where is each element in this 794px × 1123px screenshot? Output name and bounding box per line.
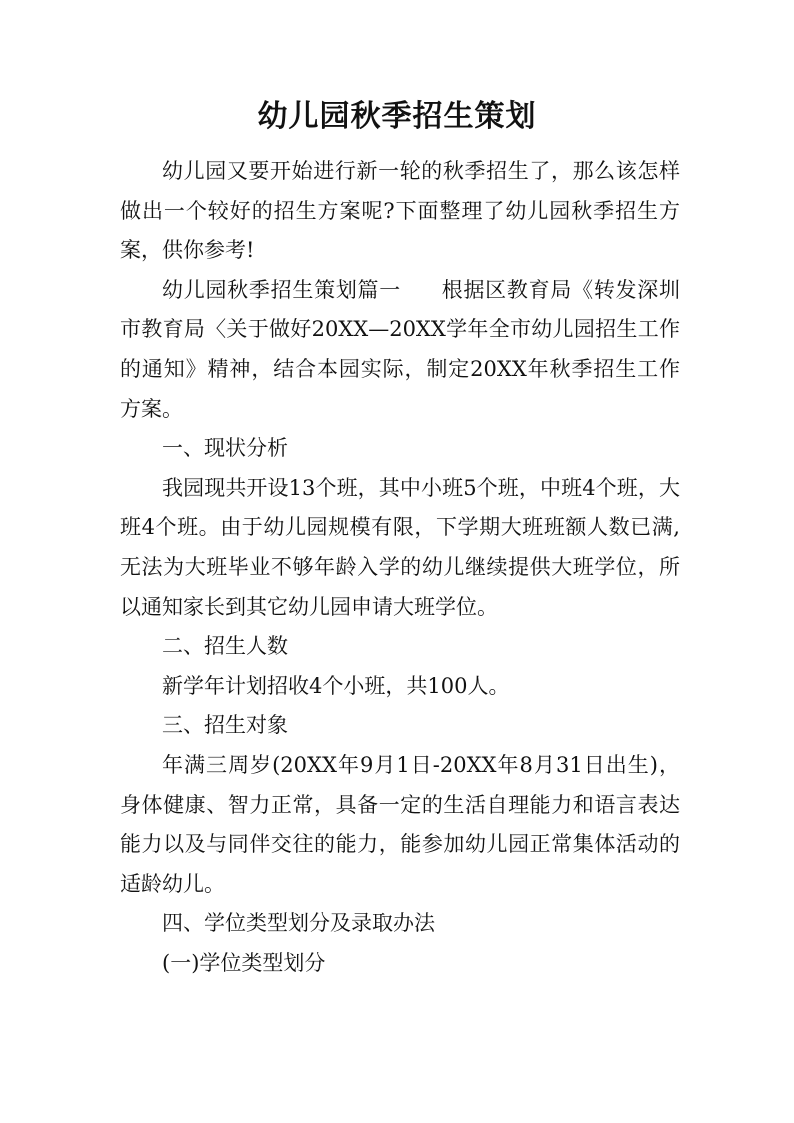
plan-paragraph [120,271,680,429]
section-heading-target: 三、招生对象 [162,713,288,738]
section-heading-enrollment-count: 二、招生人数 [162,634,288,659]
section-heading-status: 一、现状分析 [162,436,288,461]
section-heading-plan-one: 幼儿园秋季招生策划篇一 [162,277,401,302]
document-title: 幼儿园秋季招生策划 [257,99,537,134]
enrollment-count-paragraph: 新学年计划招收4个小班，共100人。 [162,673,510,698]
plan-basis-text: 根据区教育局《转发深圳市教育局〈关于做好20XX—20XX学年全市幼儿园招生工作的通知》精神，结合本园实际，制定20XX年秋季招生工作方案。 [120,277,680,421]
status-paragraph: 我园现共开设13个班，其中小班5个班，中班4个班，大班4个班。由于幼儿园规模有限，下学期大班班额人数已满,无法为大班毕业不够年龄入学的幼儿继续提供大班学位，所以通知家长到其它幼儿园申请大班学位。 [120,475,680,619]
subsection-heading-placement-types: (一)学位类型划分 [162,950,326,975]
section-heading-placement: 四、学位类型划分及录取办法 [162,911,435,936]
intro-paragraph: 幼儿园又要开始进行新一轮的秋季招生了，那么该怎样做出一个较好的招生方案呢?下面整理了幼儿园秋季招生方案，供你参考! [120,159,680,263]
target-paragraph: 年满三周岁(20XX年9月1日-20XX年8月31日出生)，身体健康、智力正常，具备一定的生活自理能力和语言表达能力以及与同伴交往的能力，能参加幼儿园正常集体活动的适龄幼儿。 [120,752,680,896]
document-body [120,152,680,983]
